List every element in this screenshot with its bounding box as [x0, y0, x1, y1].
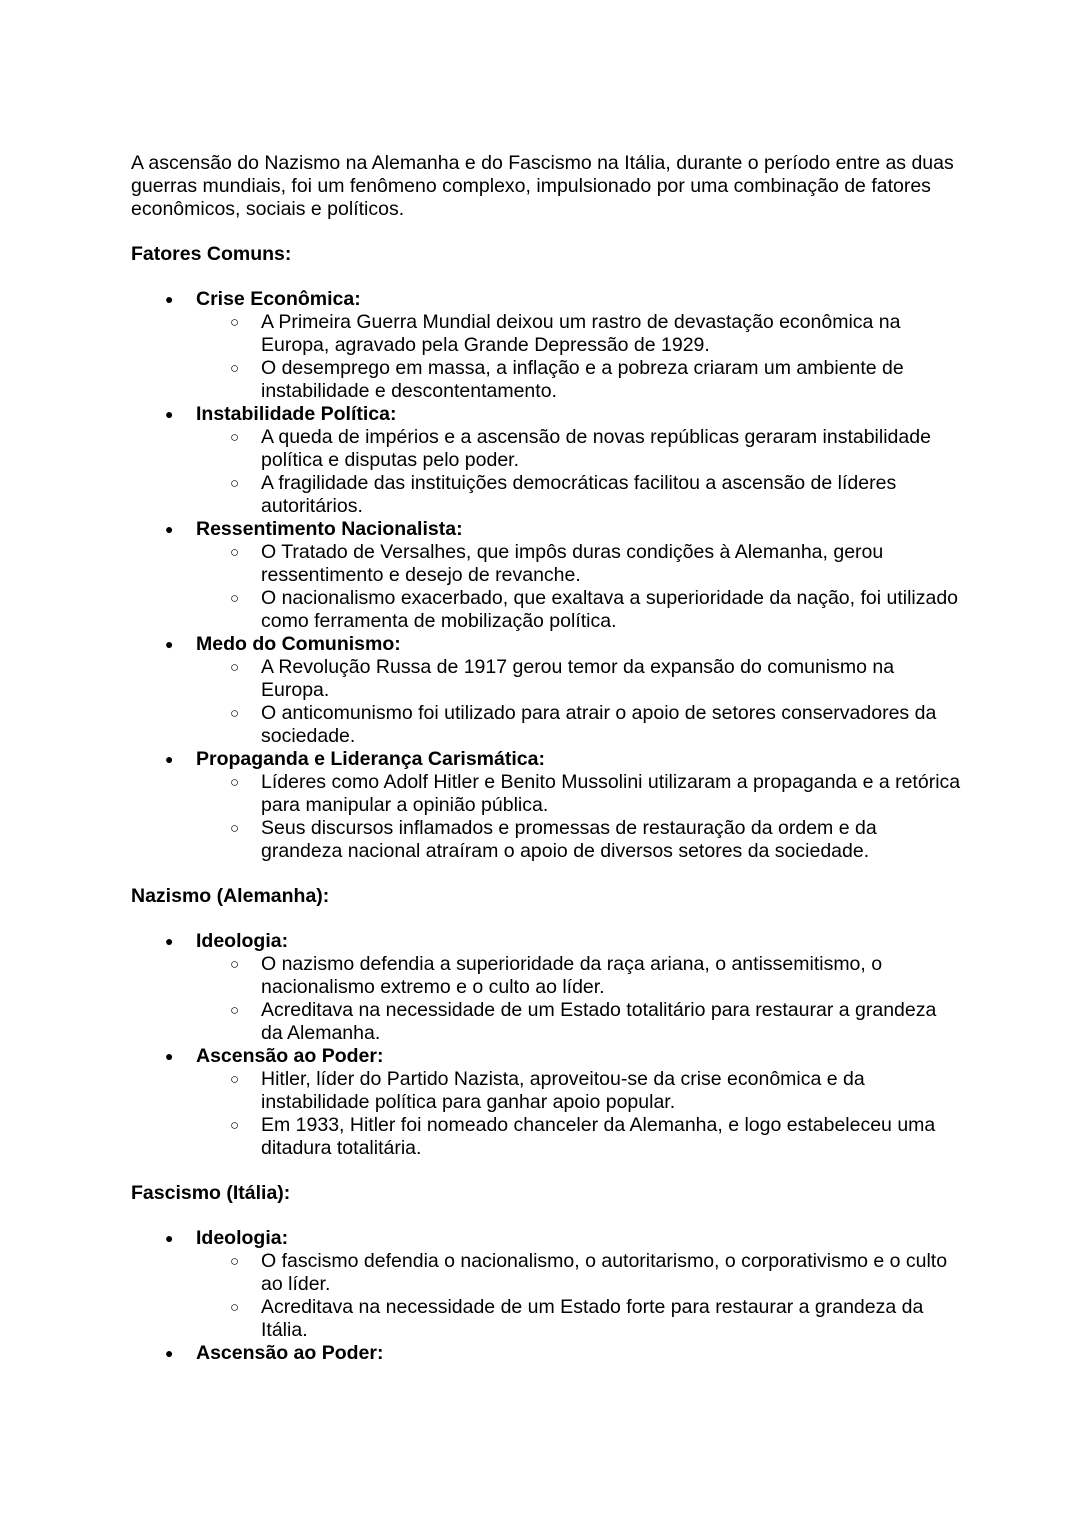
list-item-label: Propaganda e Liderança Carismática:: [196, 748, 545, 770]
list-item: [131, 1045, 961, 1160]
sub-list-item-text: O fascismo defendia o nacionalismo, o autoritarismo, o corporativismo e o culto ao líder.: [261, 1250, 948, 1295]
list-item: [131, 748, 961, 863]
bullet-dot-icon: ●: [165, 636, 174, 652]
sub-list-item-text: Líderes como Adolf Hitler e Benito Mussolini utilizaram a propaganda e a retórica para manipular a opinião pública.: [261, 771, 961, 816]
sub-list-item: [196, 311, 961, 357]
bullet-dot-icon: ●: [165, 933, 174, 949]
sections-container: [131, 243, 961, 1365]
list-item-label: Ascensão ao Poder:: [196, 1342, 384, 1364]
sub-bullet-list: [196, 426, 961, 518]
sub-list-item: [196, 541, 961, 587]
bullet-circle-icon: ○: [230, 956, 240, 973]
sub-list-item-text: O Tratado de Versalhes, que impôs duras condições à Alemanha, gerou ressentimento e desejo de revanche.: [261, 541, 884, 586]
list-item-label: Ascensão ao Poder:: [196, 1045, 384, 1067]
sub-list-item: [196, 1296, 961, 1342]
bullet-list: [131, 1227, 961, 1365]
bullet-list: [131, 930, 961, 1160]
sub-list-item-text: A Revolução Russa de 1917 gerou temor da expansão do comunismo na Europa.: [261, 656, 895, 701]
list-item: [131, 518, 961, 633]
sub-list-item: [196, 472, 961, 518]
sub-list-item: [196, 426, 961, 472]
bullet-circle-icon: ○: [230, 544, 240, 561]
sub-bullet-list: [196, 541, 961, 633]
list-item: [131, 403, 961, 518]
list-item-label: Instabilidade Política:: [196, 403, 397, 425]
list-item-label: Ressentimento Nacionalista:: [196, 518, 463, 540]
sub-list-item-text: O anticomunismo foi utilizado para atrair o apoio de setores conservadores da sociedade.: [261, 702, 937, 747]
bullet-dot-icon: ●: [165, 521, 174, 537]
list-item-label: Ideologia:: [196, 1227, 289, 1249]
bullet-circle-icon: ○: [230, 429, 240, 446]
bullet-dot-icon: ●: [165, 751, 174, 767]
section-heading: Nazismo (Alemanha):: [131, 885, 330, 907]
section-spacer: [131, 1205, 961, 1227]
sub-bullet-list: [196, 656, 961, 748]
bullet-dot-icon: ●: [165, 1230, 174, 1246]
list-item-label: Crise Econômica:: [196, 288, 361, 310]
sub-list-item-text: O desemprego em massa, a inflação e a pobreza criaram um ambiente de instabilidade e descontentamento.: [261, 357, 904, 402]
bullet-circle-icon: ○: [230, 1299, 240, 1316]
bullet-circle-icon: ○: [230, 1117, 240, 1134]
list-item: [131, 633, 961, 748]
sub-list-item-text: Acreditava na necessidade de um Estado forte para restaurar a grandeza da Itália.: [261, 1296, 924, 1341]
bullet-dot-icon: ●: [165, 1345, 174, 1361]
sub-list-item: [196, 953, 961, 999]
list-item-label: Medo do Comunismo:: [196, 633, 401, 655]
bullet-circle-icon: ○: [230, 590, 240, 607]
sub-list-item-text: Em 1933, Hitler foi nomeado chanceler da Alemanha, e logo estabeleceu uma ditadura totalitária.: [261, 1114, 936, 1159]
intro-paragraph: A ascensão do Nazismo na Alemanha e do Fascismo na Itália, durante o período entre as duas guerras mundiais, foi um fenômeno complexo, impulsionado por uma combinação de fatores econômicos, sociais e políticos.: [131, 152, 954, 220]
sub-list-item-text: Seus discursos inflamados e promessas de restauração da ordem e da grandeza nacional atraíram o apoio de diversos setores da sociedade.: [261, 817, 877, 862]
sub-bullet-list: [196, 771, 961, 863]
document-page: [131, 152, 961, 1365]
bullet-dot-icon: ●: [165, 406, 174, 422]
list-item: [131, 1342, 961, 1365]
sub-list-item: [196, 1250, 961, 1296]
sub-list-item-text: Hitler, líder do Partido Nazista, aproveitou-se da crise econômica e da instabilidade política para ganhar apoio popular.: [261, 1068, 865, 1113]
bullet-circle-icon: ○: [230, 1253, 240, 1270]
sub-list-item: [196, 771, 961, 817]
section-spacer: [131, 908, 961, 930]
section-heading: Fatores Comuns:: [131, 243, 292, 265]
bullet-circle-icon: ○: [230, 1071, 240, 1088]
sub-list-item: [196, 1068, 961, 1114]
list-item: [131, 1227, 961, 1342]
sub-list-item: [196, 587, 961, 633]
sub-bullet-list: [196, 1068, 961, 1160]
bullet-list: [131, 288, 961, 863]
section-heading: Fascismo (Itália):: [131, 1182, 291, 1204]
list-item-label: Ideologia:: [196, 930, 289, 952]
bullet-circle-icon: ○: [230, 659, 240, 676]
sub-list-item: [196, 357, 961, 403]
sub-list-item: [196, 817, 961, 863]
bullet-circle-icon: ○: [230, 314, 240, 331]
list-item: [131, 930, 961, 1045]
section-spacer: [131, 266, 961, 288]
sub-list-item-text: Acreditava na necessidade de um Estado totalitário para restaurar a grandeza da Alemanha.: [261, 999, 937, 1044]
bullet-circle-icon: ○: [230, 774, 240, 791]
bullet-circle-icon: ○: [230, 475, 240, 492]
sub-list-item: [196, 999, 961, 1045]
sub-list-item: [196, 702, 961, 748]
sub-bullet-list: [196, 953, 961, 1045]
bullet-circle-icon: ○: [230, 360, 240, 377]
list-item: [131, 288, 961, 403]
sub-bullet-list: [196, 311, 961, 403]
sub-list-item-text: A fragilidade das instituições democráticas facilitou a ascensão de líderes autoritários.: [261, 472, 897, 517]
sub-list-item: [196, 656, 961, 702]
sub-list-item-text: O nacionalismo exacerbado, que exaltava a superioridade da nação, foi utilizado como ferramenta de mobilização política.: [261, 587, 959, 632]
bullet-dot-icon: ●: [165, 1048, 174, 1064]
bullet-circle-icon: ○: [230, 1002, 240, 1019]
bullet-circle-icon: ○: [230, 705, 240, 722]
sub-list-item-text: O nazismo defendia a superioridade da raça ariana, o antissemitismo, o nacionalismo extremo e o culto ao líder.: [261, 953, 883, 998]
sub-list-item-text: A Primeira Guerra Mundial deixou um rastro de devastação econômica na Europa, agravado pela Grande Depressão de 1929.: [261, 311, 901, 356]
bullet-circle-icon: ○: [230, 820, 240, 837]
sub-list-item: [196, 1114, 961, 1160]
sub-bullet-list: [196, 1250, 961, 1342]
bullet-dot-icon: ●: [165, 291, 174, 307]
sub-list-item-text: A queda de impérios e a ascensão de novas repúblicas geraram instabilidade política e disputas pelo poder.: [261, 426, 931, 471]
